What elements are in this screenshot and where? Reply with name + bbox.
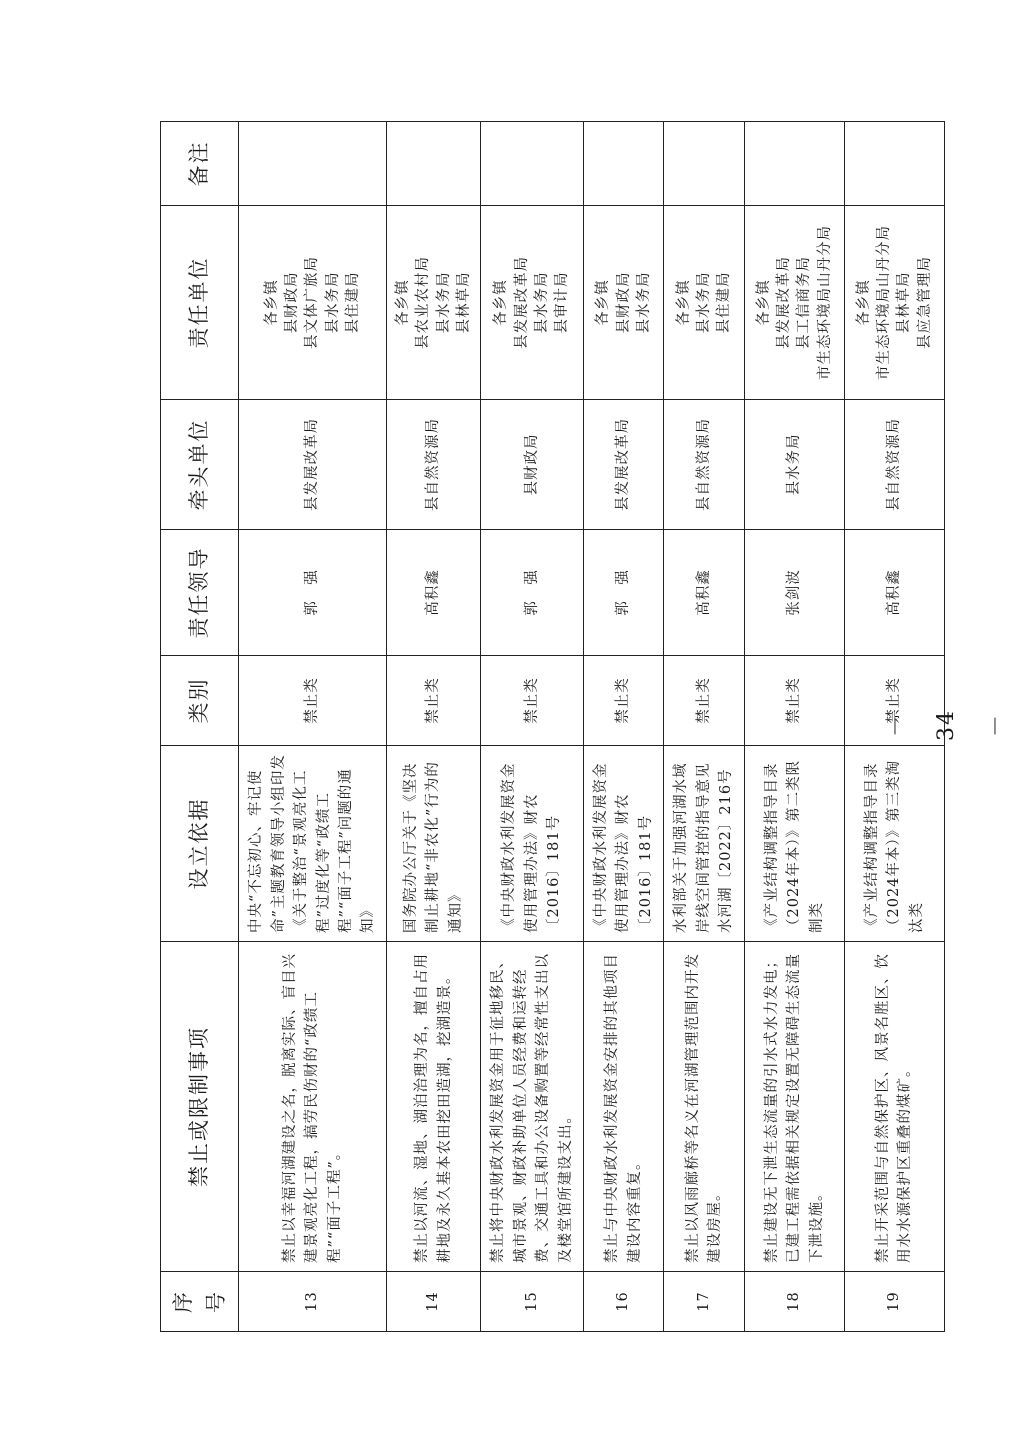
resp-unit: 县应急管理局 <box>916 256 933 349</box>
cell-remark <box>239 122 387 206</box>
header-remark: 备注 <box>161 122 239 206</box>
cell-resp-units <box>239 206 387 400</box>
cell-category: 禁止类 <box>844 656 944 746</box>
resp-unit: 各乡镇 <box>263 279 280 326</box>
cell-no: 16 <box>583 1272 663 1332</box>
cell-remark <box>481 122 584 206</box>
cell-leader: 高积鑫 <box>386 530 480 656</box>
cell-leader: 高积鑫 <box>664 530 744 656</box>
cell-lead-unit: 县水务局 <box>744 400 844 530</box>
cell-leader: 郭 强 <box>583 530 663 656</box>
resp-unit: 县财政局 <box>615 271 632 334</box>
resp-unit: 县水务局 <box>534 271 551 334</box>
resp-unit: 县林草局 <box>455 271 472 334</box>
resp-unit: 县审计局 <box>554 271 571 334</box>
header-basis: 设立依据 <box>161 746 239 942</box>
resp-unit: 县水务局 <box>324 271 341 334</box>
cell-basis: 水利部关于加强河湖水域岸线空间管控的指导意见水河湖〔2022〕216号 <box>664 746 744 942</box>
cell-item: 禁止与中央财政水利发展资金安排的其他项目建设内容重复。 <box>583 942 663 1272</box>
resp-unit: 县水务局 <box>695 271 712 334</box>
resp-unit: 县发展改革局 <box>775 256 792 349</box>
resp-unit: 各乡镇 <box>855 279 872 326</box>
table-row <box>583 122 663 1332</box>
cell-no: 19 <box>844 1272 944 1332</box>
cell-remark <box>844 122 944 206</box>
resp-unit: 县水务局 <box>635 271 652 334</box>
table-row <box>481 122 584 1332</box>
cell-resp-units <box>844 206 944 400</box>
cell-lead-unit: 县发展改革局 <box>583 400 663 530</box>
cell-basis: 中央“不忘初心、牢记使命”主题教育领导小组印发《关于整治“景观亮化工程”过度化等“政绩工程”“面子工程”问题的通知》 <box>239 746 387 942</box>
header-resp-units: 责任单位 <box>161 206 239 400</box>
resp-unit: 县林草局 <box>896 271 913 334</box>
cell-no: 14 <box>386 1272 480 1332</box>
cell-resp-units <box>664 206 744 400</box>
cell-category: 禁止类 <box>481 656 584 746</box>
table-row <box>239 122 387 1332</box>
cell-no: 18 <box>744 1272 844 1332</box>
resp-unit: 各乡镇 <box>394 279 411 326</box>
resp-unit: 各乡镇 <box>755 279 772 326</box>
cell-category: 禁止类 <box>386 656 480 746</box>
cell-item: 禁止以风雨廊桥等名义在河湖管理范围内开发建设房屋。 <box>664 942 744 1272</box>
cell-leader: 高积鑫 <box>844 530 944 656</box>
cell-item: 禁止将中央财政水利发展资金用于征地移民、城市景观、财政补助单位人员经费和运转经费、交通工具和办公设备购置等经常性支出以及楼堂馆所建设支出。 <box>481 942 584 1272</box>
cell-resp-units <box>744 206 844 400</box>
header-no: 序号 <box>161 1272 239 1332</box>
header-lead-unit: 牵头单位 <box>161 400 239 530</box>
resp-unit: 县农业农村局 <box>415 256 432 349</box>
resp-unit: 各乡镇 <box>595 279 612 326</box>
cell-lead-unit: 县自然资源局 <box>386 400 480 530</box>
header-row <box>161 122 239 1332</box>
cell-remark <box>583 122 663 206</box>
resp-unit: 各乡镇 <box>493 279 510 326</box>
cell-lead-unit: 县发展改革局 <box>239 400 387 530</box>
cell-remark <box>386 122 480 206</box>
table-row <box>744 122 844 1332</box>
cell-basis: 《中央财政水利发展资金使用管理办法》财农〔2016〕181号 <box>583 746 663 942</box>
cell-leader: 张剑波 <box>744 530 844 656</box>
table-row <box>386 122 480 1332</box>
cell-leader: 郭 强 <box>481 530 584 656</box>
cell-category: 禁止类 <box>583 656 663 746</box>
cell-basis: 《产业结构调整指导目录（2024年本）》第三类淘汰类 <box>844 746 944 942</box>
cell-remark <box>744 122 844 206</box>
resp-unit: 县住建局 <box>716 271 733 334</box>
header-item: 禁止或限制事项 <box>161 942 239 1272</box>
cell-remark <box>664 122 744 206</box>
header-category: 类别 <box>161 656 239 746</box>
resp-unit: 县发展改革局 <box>513 256 530 349</box>
cell-resp-units <box>386 206 480 400</box>
cell-item: 禁止建设无下泄生态流量的引水式水力发电；已建工程需依据相关规定设置无障碍生态流量下泄设施。 <box>744 942 844 1272</box>
cell-lead-unit: 县财政局 <box>481 400 584 530</box>
cell-resp-units <box>583 206 663 400</box>
cell-item: 禁止开采范围与自然保护区、风景名胜区、饮用水水源保护区重叠的煤矿。 <box>844 942 944 1272</box>
cell-category: 禁止类 <box>744 656 844 746</box>
cell-category: 禁止类 <box>239 656 387 746</box>
cell-basis: 《中央财政水利发展资金使用管理办法》财农〔2016〕181号 <box>481 746 584 942</box>
resp-unit: 县水务局 <box>435 271 452 334</box>
cell-no: 15 <box>481 1272 584 1332</box>
cell-lead-unit: 县自然资源局 <box>664 400 744 530</box>
cell-no: 13 <box>239 1272 387 1332</box>
rotated-table-container <box>160 122 933 1332</box>
table-row <box>664 122 744 1332</box>
cell-category: 禁止类 <box>664 656 744 746</box>
resp-unit: 县文体广旅局 <box>304 256 321 349</box>
resp-unit: 市生态环境局山丹分局 <box>816 225 833 380</box>
resp-unit: 县住建局 <box>344 271 361 334</box>
cell-basis: 国务院办公厅关于《坚决制止耕地“非农化”行为的通知》 <box>386 746 480 942</box>
resp-unit: 各乡镇 <box>675 279 692 326</box>
cell-resp-units <box>481 206 584 400</box>
resp-unit: 县工信商务局 <box>796 256 813 349</box>
header-leader: 责任领导 <box>161 530 239 656</box>
cell-leader: 郭 强 <box>239 530 387 656</box>
cell-item: 禁止以河流、湿地、湖泊治理为名，擅自占用耕地及永久基本农田挖田造湖，挖湖造景。 <box>386 942 480 1272</box>
cell-basis: 《产业结构调整指导目录（2024年本）》第二类限制类 <box>744 746 844 942</box>
cell-item: 禁止以幸福河湖建设之名，脱离实际、盲目兴建景观亮化工程，搞劳民伤财的“政绩工程”“面子工程”。 <box>239 942 387 1272</box>
page-number: － 34 － <box>884 709 1009 741</box>
cell-lead-unit: 县自然资源局 <box>844 400 944 530</box>
cell-no: 17 <box>664 1272 744 1332</box>
resp-unit: 县财政局 <box>284 271 301 334</box>
resp-unit: 市生态环境局山丹分局 <box>875 225 892 380</box>
